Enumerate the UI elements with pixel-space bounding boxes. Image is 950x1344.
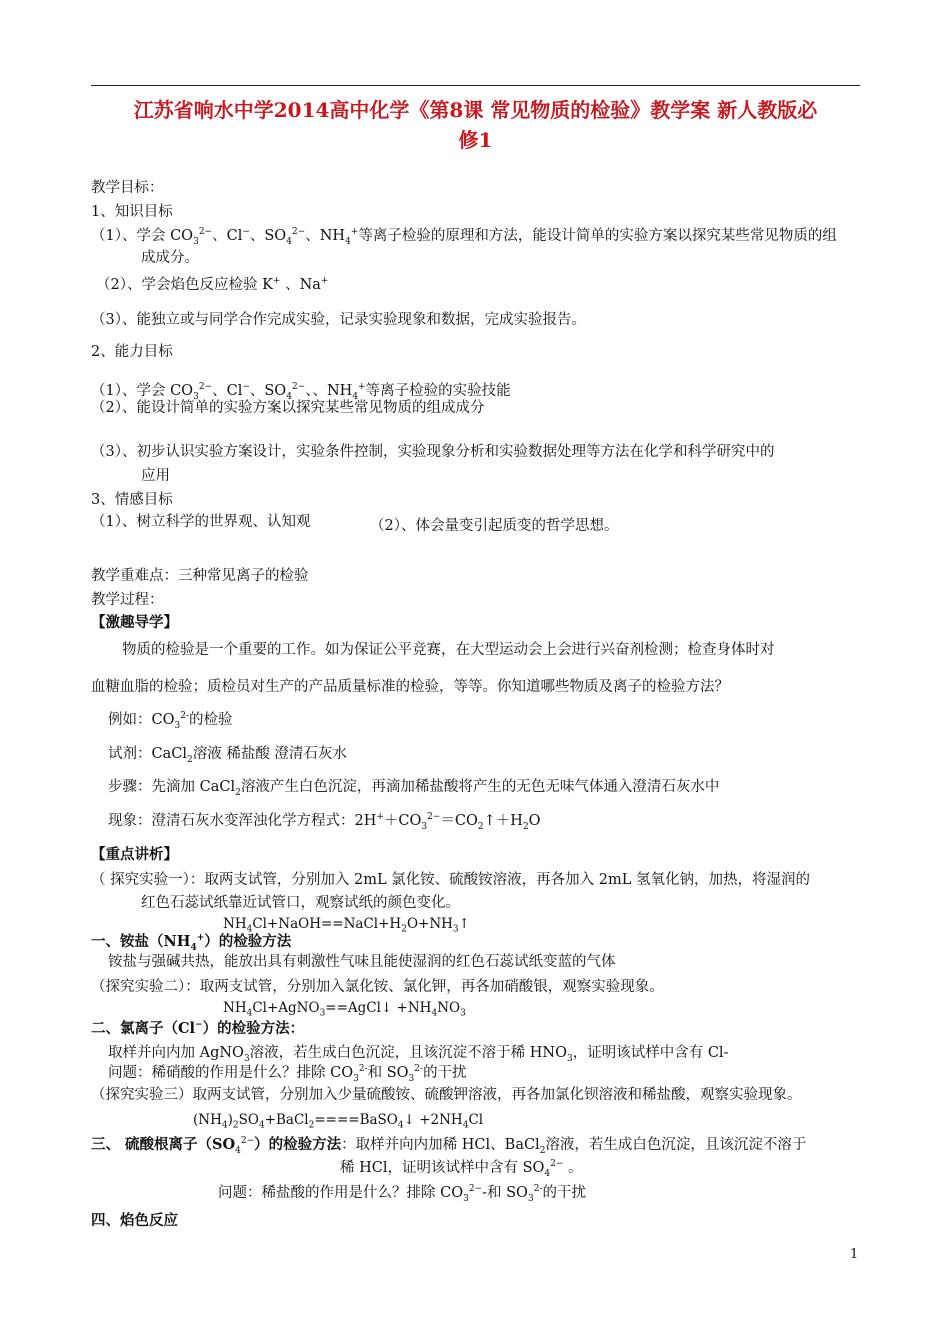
reagent-line: 试剂：CaCl$_2$溶液 稀盐酸 澄清石灰水: [108, 746, 347, 765]
steps-line: 步骤：先滴加 CaCl$_2$溶液产生白色沉淀，再滴加稀盐酸将产生的无色无味气体通入澄清石灰水中: [108, 779, 720, 798]
emotion-item-2: （2）、体会量变引起质变的哲学思想。: [370, 518, 619, 534]
section-1-body: 铵盐与强碱共热，能放出具有刺激性气味且能使湿润的红色石蕊试纸变蓝的气体: [108, 954, 616, 970]
knowledge-item-2: （2）、学会焰色反应检验 K+ 、Na+: [96, 276, 329, 293]
document-title-line2: 修1: [458, 128, 493, 152]
example-line: 例如：$CO_3^{2-}$的检验: [108, 711, 233, 731]
section-2-question: 问题：稀硝酸的作用是什么？排除 $CO_3^{2-}$和 $SO_3^{2-}$的干扰: [108, 1064, 467, 1084]
ability-item-3-cont: 应用: [141, 468, 170, 484]
ability-item-3: （3）、初步认识实验方案设计，实验条件控制，实验现象分析和实验数据处理等方法在化学和科学研究中的: [91, 444, 775, 460]
section-4-title: 四、焰色反应: [91, 1212, 178, 1229]
knowledge-item-1-cont: 成成分。: [141, 250, 199, 266]
experiment-1: （ 探究实验一）：取两支试管，分别加入 2mL 氯化铵、硫酸铵溶液，再各加入 2mL 氢氧化钠，加热，将湿润的: [91, 872, 810, 888]
knowledge-heading: 1、知识目标: [91, 204, 173, 220]
intro-heading: 【激趣导学】: [91, 614, 178, 631]
intro-paragraph-line1: 物质的检验是一个重要的工作。如为保证公平竞赛，在大型运动会上会进行兴奋剂检测；检查身体时对: [122, 642, 775, 658]
phenomenon-line: 现象：澄清石灰水变浑浊化学方程式：$2H^++CO_3^{2-}=CO_2↑+H_2O$: [108, 812, 541, 832]
page-number: 1: [850, 1247, 859, 1262]
equation-3: $(NH_4)_2SO_4+BaCl_2====BaSO_4↓ +2NH_4Cl$: [193, 1112, 484, 1131]
emotion-item-1: （1）、树立科学的世界观、认知观: [91, 514, 311, 530]
emotion-heading: 3、情感目标: [91, 492, 173, 508]
section-2-body: 取样并向内加 AgNO$_3$溶液，若生成白色沉淀，且该沉淀不溶于稀 $HNO_3$，证明该试样中含有 Cl-: [108, 1045, 729, 1064]
section-3-title: 三、 硫酸根离子$(SO_4^{2-})$的检验方法：取样并向内加稀 HCl、BaCl$_2$溶液，若生成白色沉淀，且该沉淀不溶于: [91, 1136, 807, 1156]
document-title-line1: 江苏省响水中学2014高中化学《第8课 常见物质的检验》教学案 新人教版必: [133, 98, 818, 122]
experiment-2: （探究实验二）：取两支试管，分别加入氯化铵、氯化钾，再各加硝酸银，观察实验现象。: [91, 979, 664, 995]
section-2-title: 二、氯离子（Cl−）的检验方法：: [91, 1020, 305, 1037]
header-rule: [91, 85, 860, 86]
knowledge-item-3: （3）、能独立或与同学合作完成实验，记录实验现象和数据，完成实验报告。: [91, 312, 586, 328]
ability-item-1: （1）、学会 $CO_3^{2-}$、Cl−、$SO_4^{2-}$、、$NH_4^+$等离子检验的实验技能: [91, 382, 511, 402]
ability-heading: 2、能力目标: [91, 344, 173, 360]
knowledge-item-1: （1）、学会 $CO_3^{2-}$、Cl−、$SO_4^{2-}$、$NH_4^+$等离子检验的原理和方法，能设计简单的实验方案以探究某些常见物质的组: [91, 227, 837, 247]
intro-paragraph-line2: 血糖血脂的检验；质检员对生产的产品质量标准的检验，等等。你知道哪些物质及离子的检验方法？: [91, 679, 729, 695]
section-1-title: 一、铵盐$(NH_4^+)$的检验方法: [91, 933, 292, 953]
section-3-question: 问题：稀盐酸的作用是什么？排除 $CO_3^{2-}-$和 $SO_3^{2-}$的干扰: [218, 1184, 586, 1204]
key-difficulty: 教学重难点：三种常见离子的检验: [91, 568, 309, 584]
ability-item-2: （2）、能设计简单的实验方案以探究某些常见物质的组成成分: [91, 400, 485, 416]
section-3-cont: 稀 HCl，证明该试样中含有 $SO_4^{2-}$ 。: [340, 1159, 583, 1179]
experiment-3: （探究实验三）取两支试管，分别加入少量硫酸铵、硫酸钾溶液，再各加氯化钡溶液和稀盐酸，观察实验现象。: [91, 1087, 802, 1103]
objectives-heading: 教学目标：: [91, 180, 164, 196]
process-heading: 教学过程：: [91, 592, 164, 608]
equation-1: $NH_4Cl+NaOH==NaCl+H_2O+NH_3↑$: [223, 916, 470, 935]
experiment-1-cont: 红色石蕊试纸靠近试管口，观察试纸的颜色变化。: [141, 895, 460, 911]
equation-2: $NH_4Cl+AgNO_3==AgCl↓ +NH_4NO_3$: [223, 1000, 466, 1019]
key-heading: 【重点讲析】: [91, 846, 178, 863]
